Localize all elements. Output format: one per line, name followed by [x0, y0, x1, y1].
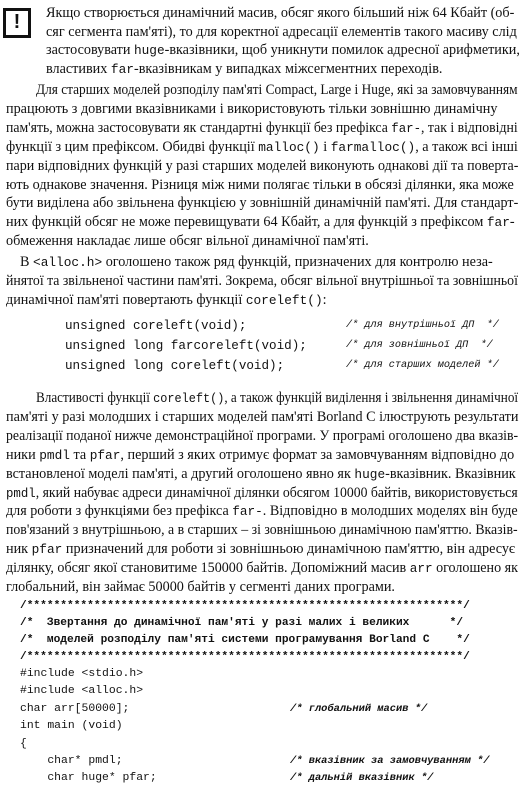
declaration-code: unsigned long farcoreleft(void);	[65, 339, 307, 353]
text-run: працюють з довгими вказівниками і використовують тільки зовнішню динамічну	[6, 100, 498, 117]
program-code-line: int main (void)	[20, 720, 123, 733]
text-run: , перший з яких отримує формат за замовчуванням відповідно до	[120, 446, 515, 463]
text-run: і	[319, 138, 331, 155]
inline-code: huge	[133, 43, 165, 58]
paragraph-line	[6, 213, 515, 232]
program-code-line: char* pmdl;	[20, 755, 123, 767]
inline-code: far	[110, 61, 134, 77]
note-line	[46, 60, 442, 79]
program-banner-line: /* Звертання до динамічної пам'яті у разі малих і великих */	[20, 617, 464, 629]
paragraph-line	[6, 578, 395, 596]
text-run: пам'яті у разі молодших і старших моделей пам'яті Borland C ілюструють результати	[6, 408, 519, 425]
inline-code: far	[486, 215, 510, 231]
warning-icon	[3, 8, 31, 38]
text-run: для роботи з функціями без префікса	[6, 503, 233, 520]
inline-code: coreleft()	[245, 292, 323, 308]
inline-code: pfar	[89, 447, 121, 463]
text-run: сяг сегмента пам'яті), то для коректної адресації елементів такого масиву слід	[46, 23, 517, 40]
paragraph-line	[36, 81, 518, 99]
exclamation-warning-icon: !	[13, 11, 21, 33]
paragraph-line	[6, 194, 518, 212]
text-run: В	[20, 254, 34, 270]
text-run: Якщо створюється динамічний масив, обсяг якого більший ніж 64 Кбайт (об-	[46, 5, 515, 21]
text-run: Для старших моделей розподілу пам'яті Compact, Large і Huge, які за замовчуванням	[36, 82, 518, 98]
note-line	[46, 4, 514, 22]
text-run: пов'язаний з внутрішньою, а в старших – зі зовнішньою динамічною пам'яттю. Вказів-	[6, 522, 518, 539]
paragraph-line	[6, 272, 518, 290]
program-banner-line: /*****************************************************************/	[20, 600, 470, 612]
inline-code: farmalloc()	[330, 139, 416, 155]
text-run: , який набуває адреси динамічної ділянки обсягом 10000 байтів, використовується	[35, 484, 518, 501]
text-run: йнятої та звільненої частини пам'яті. Зокрема, обсяг вільної внутрішньої та зовнішньої	[6, 272, 518, 289]
inline-code: pmdl	[6, 485, 36, 501]
text-run: реалізації поданої нижче демонстраційної програми. У програмі оголошено два вказів-	[6, 427, 519, 444]
text-run: оголошено як	[432, 560, 518, 577]
paragraph-line	[6, 559, 518, 578]
declaration-comment: /* для старших моделей */	[346, 360, 499, 371]
program-banner-line: /* моделей розподілу пам'яті системи програмування Borland C */	[20, 634, 470, 646]
program-code-line: {	[20, 737, 27, 750]
text-run: Властивості функції	[36, 390, 154, 406]
declaration-code: unsigned long coreleft(void);	[65, 359, 285, 373]
program-code-comment: /* дальній вказівник */	[290, 772, 434, 785]
paragraph-line	[6, 408, 518, 426]
paragraph-line	[6, 138, 518, 157]
paragraph-line	[6, 119, 518, 138]
inline-code: coreleft()	[153, 391, 225, 406]
text-run: застосовувати	[46, 42, 134, 58]
text-run: бути виділена або звільнена функцією у зовнішній динамічній пам'яті. Для стандарт-	[6, 195, 519, 212]
declaration-comment: /* для зовнішньої ДП */	[346, 340, 493, 351]
text-run: . Відповідно в молодших моделях він буде	[262, 503, 518, 520]
paragraph-line	[6, 484, 518, 503]
inline-code: pmdl	[39, 447, 70, 463]
text-run: встановленої моделі пам'яті, а другий оголошено явно як	[6, 465, 355, 482]
paragraph-line	[6, 540, 515, 559]
text-run: , а також всі інші	[415, 138, 518, 155]
text-run: функції з цим префіксом. Обидві функції	[6, 138, 259, 155]
inline-code: malloc()	[258, 139, 320, 155]
declaration-comment: /* для внутрішньої ДП */	[346, 320, 499, 331]
note-line	[46, 41, 520, 60]
declaration-code: unsigned coreleft(void);	[65, 319, 247, 333]
text-run: пам'ять, можна застосовувати як стандартні функції без префікса	[6, 119, 392, 136]
paragraph-line	[6, 446, 514, 465]
paragraph-line	[6, 521, 518, 539]
inline-code: pfar	[31, 542, 63, 558]
paragraph-line	[6, 157, 518, 175]
text-run: ник	[6, 541, 32, 558]
inline-code: huge	[354, 466, 386, 482]
program-code-line: #include <alloc.h>	[20, 685, 144, 698]
paragraph-line	[6, 502, 518, 521]
program-code-line: char arr[50000];	[20, 702, 130, 715]
text-run: , а також функцій виділення і звільнення динамічної	[224, 390, 519, 406]
text-run: ють однакове значення. Різниця між ними полягає тільки в обсязі ділянки, яка може	[6, 176, 514, 193]
text-run: глобальний, він займає 50000 байтів у сегменті даних програми.	[6, 579, 395, 595]
paragraph-line	[20, 253, 493, 272]
text-run: :	[322, 291, 327, 308]
text-run: пари відповідних функцій у разі старших моделей виконують однакові дії та поверта-	[6, 157, 519, 174]
program-banner-line: /*****************************************************************/	[20, 651, 470, 663]
paragraph-line	[6, 465, 516, 484]
paragraph-line	[6, 176, 514, 194]
text-run: -вказівникам у випадках міжсегментних переходів.	[133, 60, 443, 77]
text-run: , так і відповідні	[421, 119, 518, 136]
inline-code: far-	[391, 120, 422, 136]
inline-code: arr	[409, 561, 433, 577]
text-run: ділянку, обсяг якої становитиме 150000 байтів. Допоміжний масив	[6, 560, 410, 577]
inline-code: far-	[232, 504, 263, 520]
paragraph-line	[6, 100, 497, 118]
program-code-comment: /* глобальний масив */	[290, 702, 428, 715]
program-code-line: #include <stdio.h>	[20, 668, 144, 680]
text-run: динамічної пам'яті повертають функції	[6, 291, 246, 308]
paragraph-line	[6, 232, 369, 250]
text-run: них функцій обсяг не може перевищувати 64 Кбайт, а для функцій з префіксом	[6, 214, 487, 231]
text-run: оголошено також ряд функцій, призначених для контролю неза-	[102, 254, 493, 270]
text-run: -вказівник. Вказівник	[385, 465, 516, 482]
text-run: -	[509, 214, 515, 231]
paragraph-line	[6, 427, 518, 445]
text-run: властивих	[46, 60, 111, 77]
text-run: обмеження накладає лише обсяг вільної динамічної пам'яті.	[6, 233, 369, 250]
note-line	[46, 23, 517, 41]
program-code-line: char huge* pfar;	[20, 772, 157, 785]
inline-code: <alloc.h>	[33, 255, 103, 270]
text-run: та	[69, 446, 90, 463]
paragraph-line	[36, 389, 518, 408]
paragraph-line	[6, 291, 327, 310]
text-run: ники	[6, 446, 40, 463]
text-run: -вказівники, щоб уникнути помилок адресної арифметики,	[164, 42, 520, 58]
text-run: призначений для роботи зі зовнішньою динамічною пам'яттю, він адресує	[62, 541, 516, 558]
program-code-comment: /* вказівник за замовчуванням */	[290, 755, 490, 767]
